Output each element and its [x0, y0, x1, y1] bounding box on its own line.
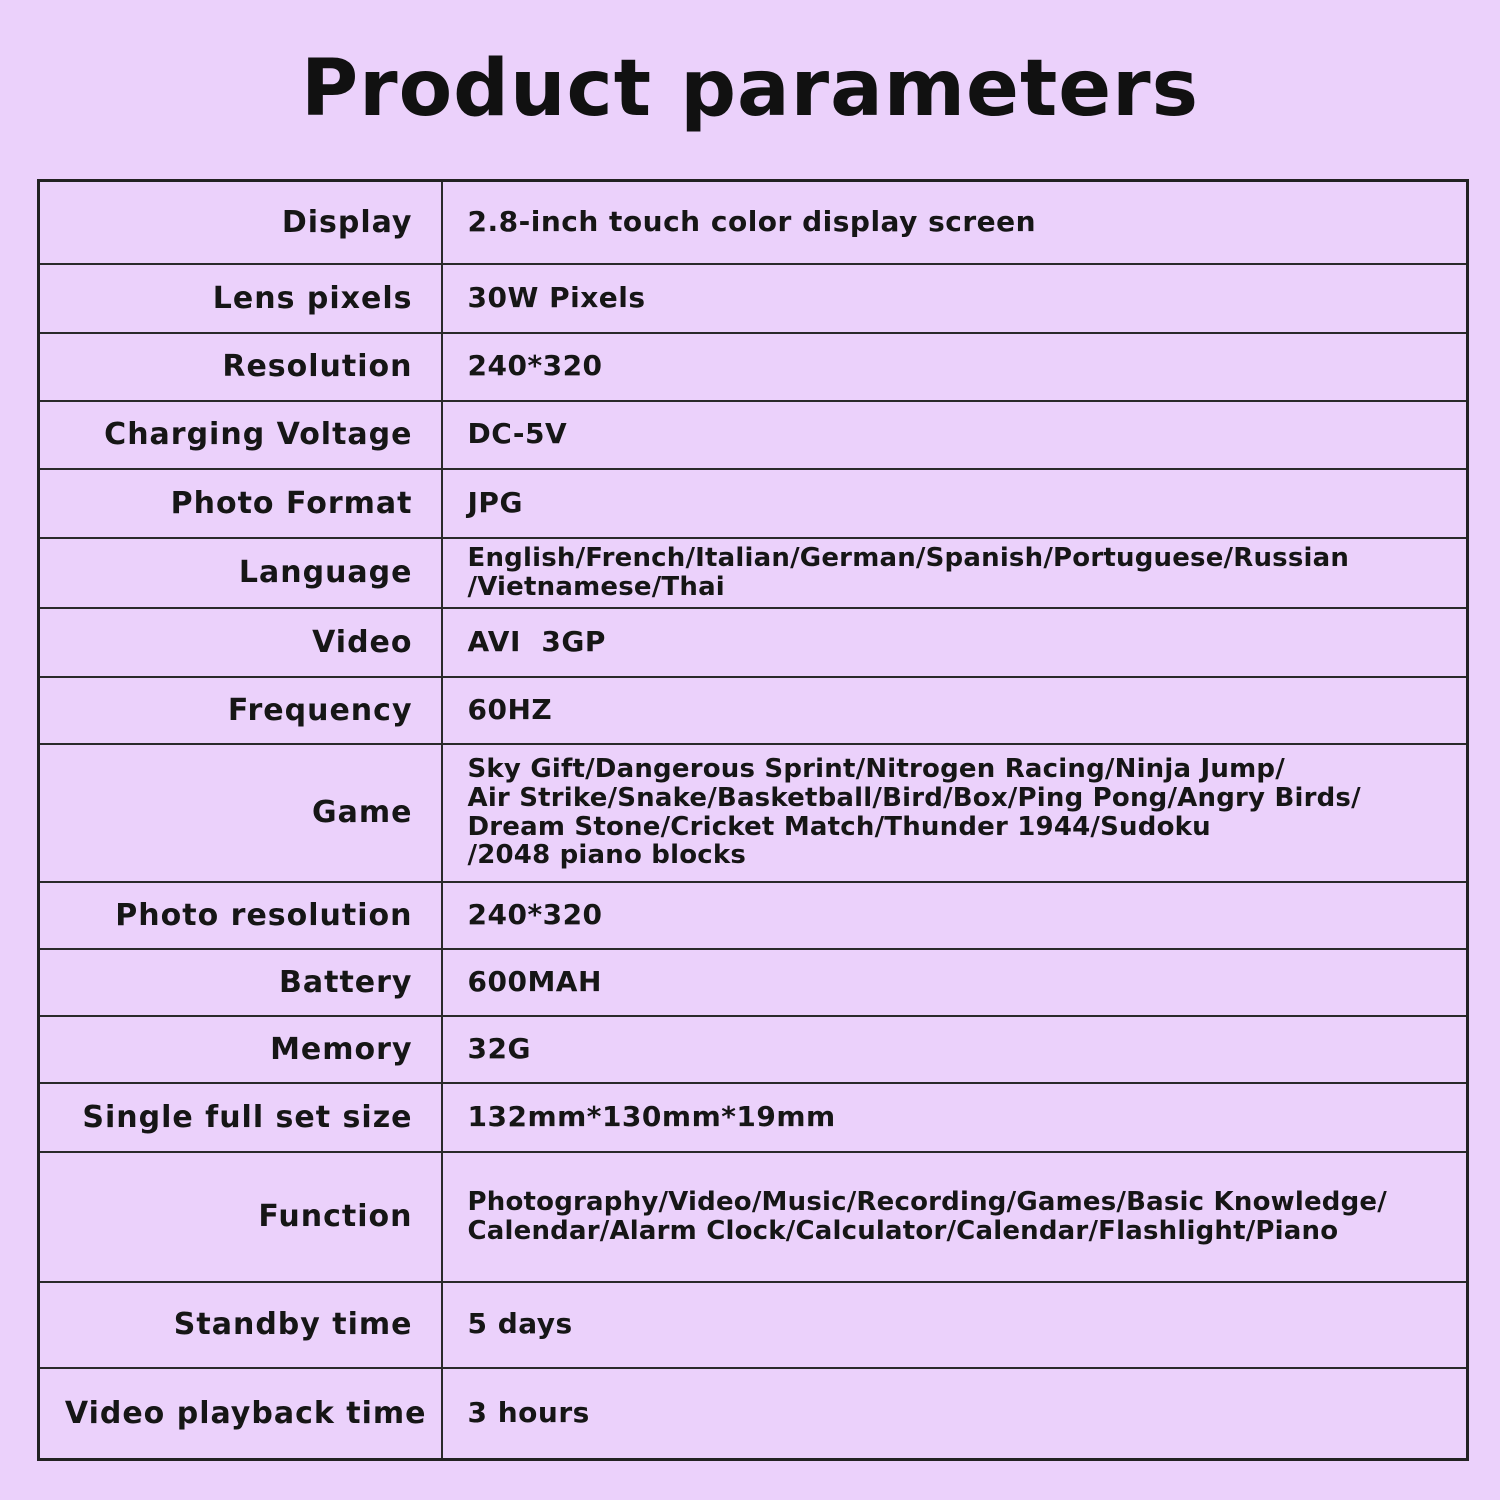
param-value	[442, 677, 1468, 744]
param-label: Function	[39, 1152, 442, 1282]
param-value-line: Air Strike/Snake/Basketball/Bird/Box/Ping Pong/Angry Birds/	[467, 782, 1361, 813]
table-row-charging-voltage	[39, 401, 1468, 469]
param-label: Display	[39, 181, 442, 264]
param-label: Memory	[39, 1016, 442, 1083]
param-value	[442, 744, 1468, 882]
param-value-line: 5 days	[467, 1307, 573, 1341]
param-label: Photo Format	[39, 469, 442, 538]
param-label: Video	[39, 608, 442, 677]
table-row-standby-time	[39, 1282, 1468, 1368]
param-label: Language	[39, 538, 442, 608]
param-label: Lens pixels	[39, 264, 442, 333]
param-value	[442, 608, 1468, 677]
param-label: Video playback time	[39, 1368, 442, 1460]
param-value-line: 240*320	[467, 349, 603, 383]
param-label: Standby time	[39, 1282, 442, 1368]
param-label: Charging Voltage	[39, 401, 442, 469]
param-value	[442, 1282, 1468, 1368]
page-title: Product parameters	[300, 44, 1200, 134]
table-row-resolution	[39, 333, 1468, 401]
param-value-line: 60HZ	[467, 692, 553, 726]
parameters-table	[37, 179, 1469, 1461]
table-row-battery	[39, 949, 1468, 1016]
param-value-line: JPG	[467, 485, 523, 519]
param-label: Battery	[39, 949, 442, 1016]
param-value-line: /2048 piano blocks	[467, 840, 747, 871]
param-value	[442, 949, 1468, 1016]
param-value-line: 32G	[467, 1031, 531, 1065]
table-row-memory	[39, 1016, 1468, 1083]
param-value	[442, 882, 1468, 949]
parameters-table-body	[39, 181, 1468, 1460]
table-row-language	[39, 538, 1468, 608]
table-row-photo-resolution	[39, 882, 1468, 949]
param-label: Single full set size	[39, 1083, 442, 1152]
table-row-display	[39, 181, 1468, 264]
table-row-game	[39, 744, 1468, 882]
table-row-lens-pixels	[39, 264, 1468, 333]
table-row-function	[39, 1152, 1468, 1282]
table-row-frequency	[39, 677, 1468, 744]
param-value	[442, 264, 1468, 333]
table-row-video-playback-time	[39, 1368, 1468, 1460]
param-label: Frequency	[39, 677, 442, 744]
param-value	[442, 469, 1468, 538]
param-label: Resolution	[39, 333, 442, 401]
param-value-line: English/French/Italian/German/Spanish/Portuguese/Russian	[467, 542, 1350, 573]
param-value	[442, 333, 1468, 401]
param-value-line: Photography/Video/Music/Recording/Games/Basic Knowledge/	[467, 1186, 1387, 1217]
param-value-line: 2.8-inch touch color display screen	[467, 204, 1037, 238]
param-label: Photo resolution	[39, 882, 442, 949]
param-value	[442, 1152, 1468, 1282]
param-value-line: Sky Gift/Dangerous Sprint/Nitrogen Racing/Ninja Jump/	[467, 754, 1285, 785]
param-value-line: Dream Stone/Cricket Match/Thunder 1944/Sudoku	[467, 811, 1211, 842]
param-value-line: 132mm*130mm*19mm	[467, 1099, 836, 1133]
param-value-line: Calendar/Alarm Clock/Calculator/Calendar/Flashlight/Piano	[467, 1215, 1339, 1246]
param-value	[442, 538, 1468, 608]
param-value-line: /Vietnamese/Thai	[467, 571, 725, 602]
table-row-single-full-set-size	[39, 1083, 1468, 1152]
param-label: Game	[39, 744, 442, 882]
param-value-line: 30W Pixels	[467, 280, 646, 314]
param-value-line: 600MAH	[467, 964, 602, 998]
param-value	[442, 181, 1468, 264]
param-value	[442, 1016, 1468, 1083]
param-value	[442, 1368, 1468, 1460]
table-row-video	[39, 608, 1468, 677]
param-value-line: DC-5V	[467, 417, 568, 451]
table-row-photo-format	[39, 469, 1468, 538]
param-value-line: AVI 3GP	[467, 624, 606, 658]
param-value	[442, 1083, 1468, 1152]
param-value-line: 3 hours	[467, 1395, 590, 1429]
param-value	[442, 401, 1468, 469]
param-value-line: 240*320	[467, 897, 603, 931]
